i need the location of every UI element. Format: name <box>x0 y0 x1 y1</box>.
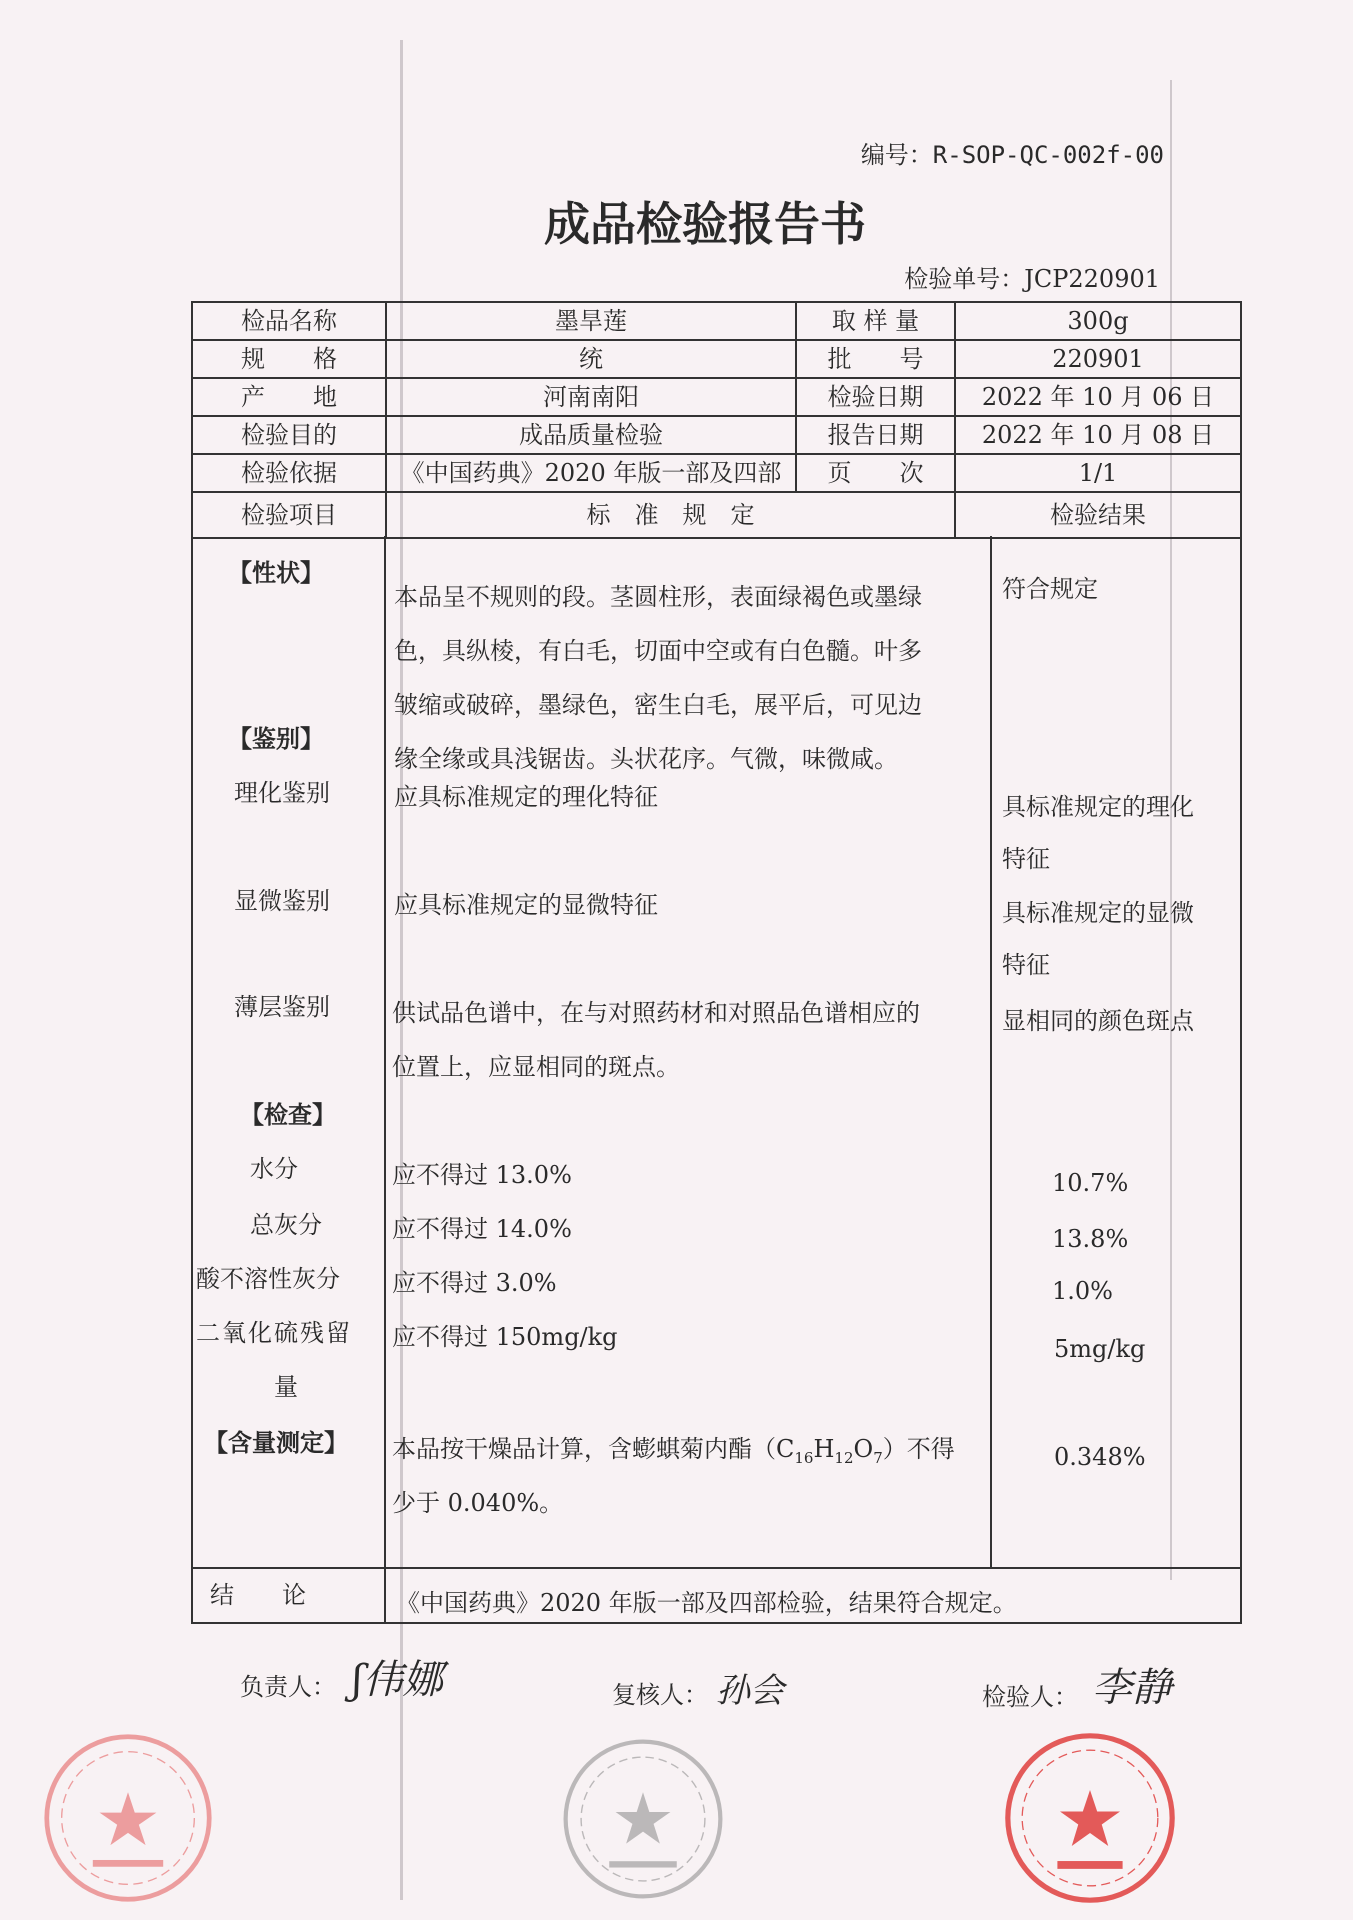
text: O <box>853 1435 874 1463</box>
section-label: 【鉴别】 <box>228 724 324 753</box>
standard: 应不得过 13.0% <box>392 1161 572 1189</box>
document-number: 编号：R-SOP-QC-002f-00 <box>860 141 1164 169</box>
result: 显相同的颜色斑点 <box>1002 1007 1194 1035</box>
table-row <box>192 340 1241 378</box>
responsible-label: 负责人： <box>240 1673 336 1701</box>
section-label: 【检查】 <box>240 1100 336 1129</box>
column-divider <box>384 536 386 1624</box>
item-label: 酸不溶性灰分 <box>196 1265 340 1293</box>
result: 1.0% <box>1052 1277 1113 1305</box>
result: 符合规定 <box>1002 575 1098 603</box>
label: 检验日期 <box>796 378 955 416</box>
label: 报告日期 <box>796 416 955 454</box>
conclusion-label: 结 论 <box>210 1581 306 1609</box>
standard: 应具标准规定的显微特征 <box>394 891 658 919</box>
item-label: 显微鉴别 <box>234 887 330 915</box>
text-line: 本品呈不规则的段。茎圆柱形，表面绿褐色或墨绿 <box>394 583 922 611</box>
value: 检验结果 <box>955 492 1241 538</box>
subscript: 12 <box>834 1448 854 1467</box>
label: 检验依据 <box>192 454 386 492</box>
standard: 供试品色谱中，在与对照药材和对照品色谱相应的 <box>392 999 920 1027</box>
result: 0.348% <box>1054 1443 1146 1471</box>
label: 规 格 <box>192 340 386 378</box>
item-label: 薄层鉴别 <box>234 993 330 1021</box>
standard: 应不得过 14.0% <box>392 1215 572 1243</box>
standard: 位置上，应显相同的斑点。 <box>392 1053 680 1081</box>
table-row <box>192 416 1241 454</box>
value: 300g <box>955 302 1241 340</box>
text: 本品按干燥品计算，含蟛蜞菊内酯（C <box>392 1435 795 1463</box>
result: 具标准规定的理化 <box>1002 793 1194 821</box>
item-label: 量 <box>274 1373 298 1401</box>
label: 批 号 <box>796 340 955 378</box>
text-line: 皱缩或破碎，墨绿色，密生白毛，展平后，可见边 <box>394 691 922 719</box>
label: 取 样 量 <box>796 302 955 340</box>
conclusion-text: 《中国药典》2020 年版一部及四部检验，结果符合规定。 <box>396 1589 1017 1617</box>
item-label: 水分 <box>250 1155 298 1183</box>
standard: 应具标准规定的理化特征 <box>394 783 658 811</box>
section-label: 【性状】 <box>228 558 324 587</box>
result: 特征 <box>1002 845 1050 873</box>
inspection-number: 检验单号：JCP220901 <box>904 265 1160 293</box>
signature: ʃ伟娜 <box>352 1657 443 1703</box>
quality-dept-stamp <box>1000 1728 1180 1908</box>
value: 成品质量检验 <box>386 416 796 454</box>
standard: 少于 0.040%。 <box>392 1489 564 1517</box>
table-row <box>192 378 1241 416</box>
signature: 李静 <box>1092 1665 1172 1711</box>
result: 10.7% <box>1052 1169 1129 1197</box>
item-label: 总灰分 <box>250 1211 322 1239</box>
item-label: 二氧化硫残留 <box>196 1319 352 1347</box>
label: 检品名称 <box>192 302 386 340</box>
page-title: 成品检验报告书 <box>544 197 866 251</box>
value: 标 准 规 定 <box>386 492 955 538</box>
result: 13.8% <box>1052 1225 1129 1253</box>
subscript: 16 <box>794 1448 814 1467</box>
value: 统 <box>386 340 796 378</box>
text-line: 缘全缘或具浅锯齿。头状花序。气微，味微咸。 <box>394 745 898 773</box>
value: 河南南阳 <box>386 378 796 416</box>
value: 2022 年 10 月 06 日 <box>955 378 1241 416</box>
table-row <box>192 492 1241 538</box>
value: 1/1 <box>955 454 1241 492</box>
value: 2022 年 10 月 08 日 <box>955 416 1241 454</box>
value: 220901 <box>955 340 1241 378</box>
description-text <box>394 570 922 786</box>
item-label: 理化鉴别 <box>234 779 330 807</box>
table-row <box>192 454 1241 492</box>
subscript: 7 <box>873 1448 883 1467</box>
standard <box>392 1434 955 1473</box>
reviewer-label: 复核人： <box>612 1681 708 1709</box>
row-divider <box>191 1567 1240 1569</box>
label: 产 地 <box>192 378 386 416</box>
text-line: 色，具纵棱，有白毛，切面中空或有白色髓。叶多 <box>394 637 922 665</box>
inspection-stamp <box>560 1736 726 1902</box>
result: 具标准规定的显微 <box>1002 899 1194 927</box>
text: ）不得 <box>882 1435 955 1463</box>
value: 墨旱莲 <box>386 302 796 340</box>
result: 特征 <box>1002 951 1050 979</box>
value: 《中国药典》2020 年版一部及四部 <box>386 454 796 492</box>
inspector-label: 检验人： <box>982 1683 1078 1711</box>
table-row <box>192 302 1241 340</box>
label: 页 次 <box>796 454 955 492</box>
label: 检验项目 <box>192 492 386 538</box>
section-label: 【含量测定】 <box>204 1428 348 1457</box>
text: H <box>813 1435 835 1463</box>
company-stamp <box>40 1730 216 1906</box>
signature: 孙会 <box>716 1671 784 1711</box>
header-table <box>191 301 1242 539</box>
result: 5mg/kg <box>1054 1335 1146 1363</box>
column-divider <box>990 536 992 1569</box>
label: 检验目的 <box>192 416 386 454</box>
standard: 应不得过 150mg/kg <box>392 1323 618 1351</box>
standard: 应不得过 3.0% <box>392 1269 557 1297</box>
